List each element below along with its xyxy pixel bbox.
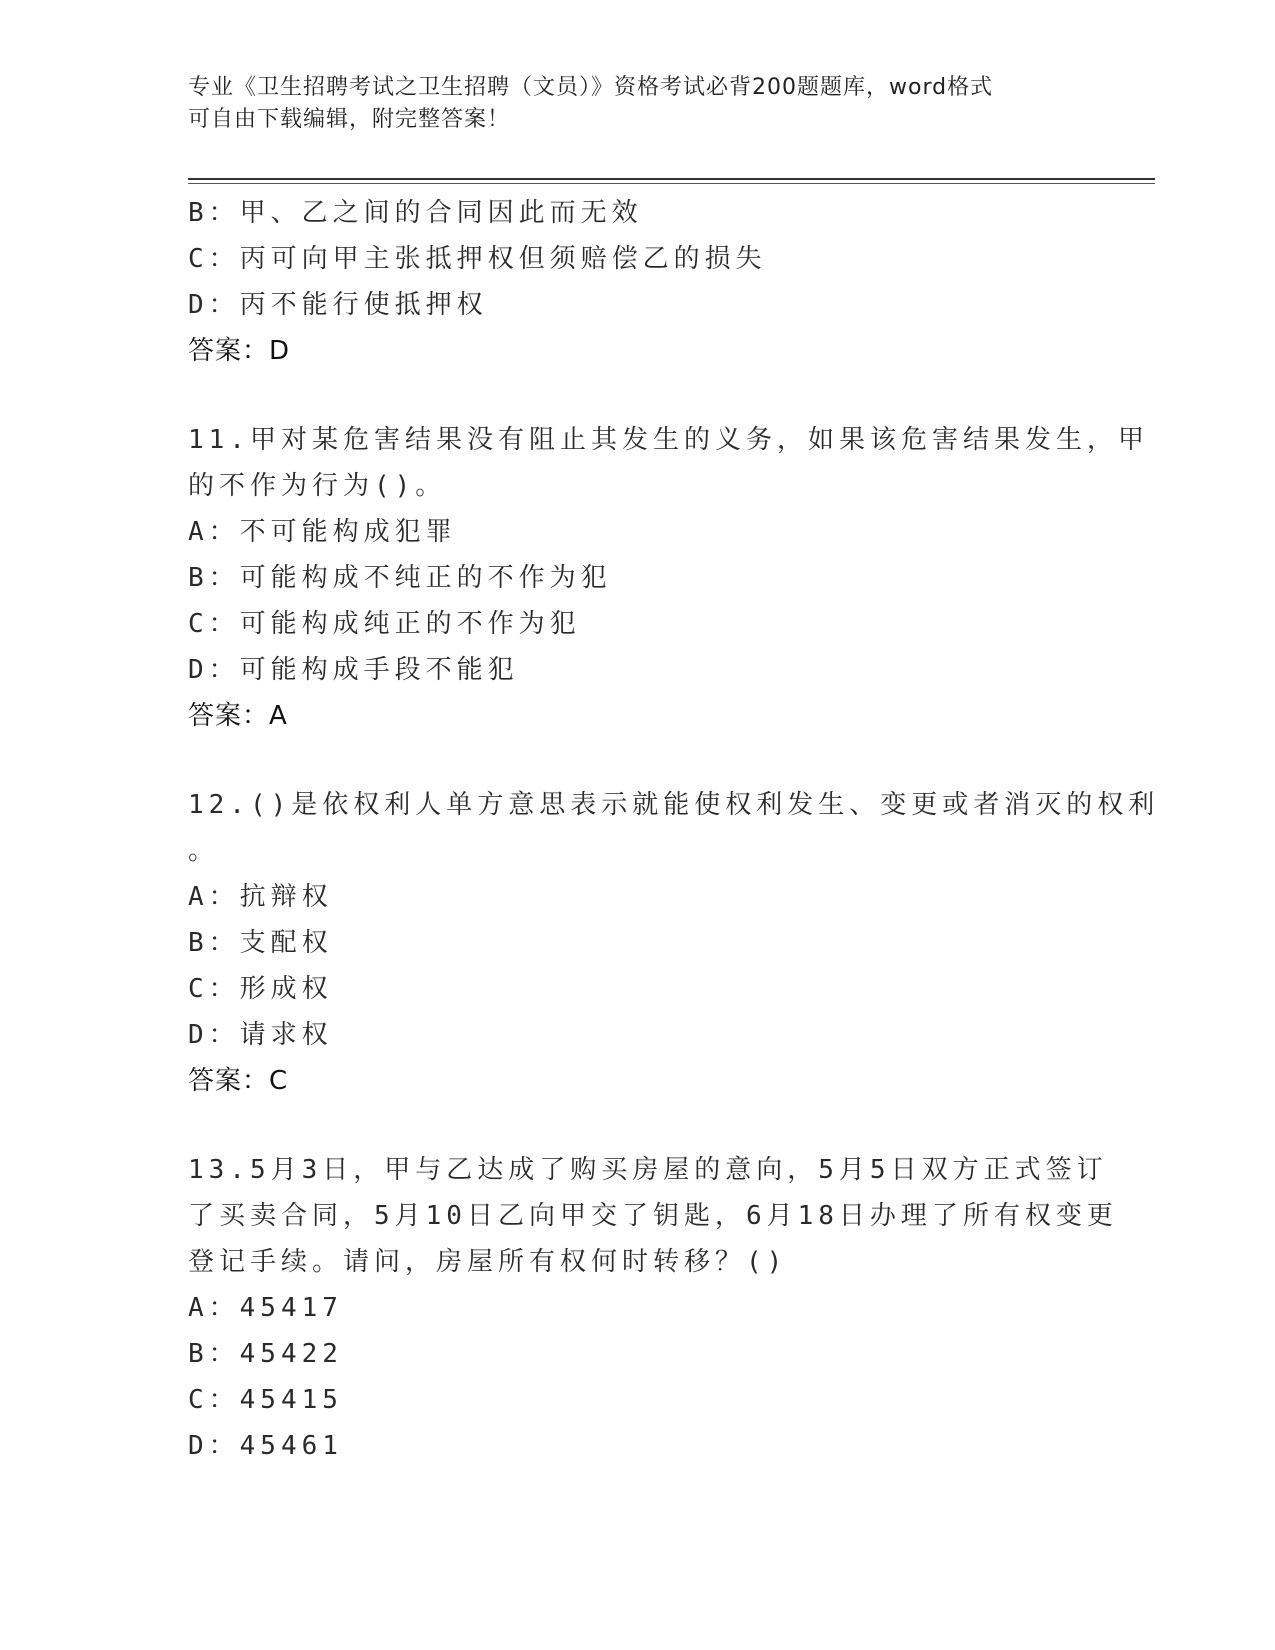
header-line-1: 专业《卫生招聘考试之卫生招聘（文员）》资格考试必背200题题库，word格式 — [188, 75, 994, 100]
question-content — [188, 190, 1160, 1469]
option-b: B：45422 — [188, 1339, 343, 1369]
question-stem: 的不作为行为()。 — [188, 471, 447, 501]
option-b: B：甲、乙之间的合同因此而无效 — [188, 198, 643, 228]
option-c: C：可能构成纯正的不作为犯 — [188, 609, 581, 639]
question-stem: 登记手续。请问，房屋所有权何时转移？() — [188, 1247, 788, 1277]
option-c: C：丙可向甲主张抵押权但须赔偿乙的损失 — [188, 244, 767, 274]
header-rule — [188, 178, 1155, 180]
question-stem: 13.5月3日，甲与乙达成了购买房屋的意向，5月5日双方正式签订 — [188, 1155, 1108, 1185]
question-12 — [188, 782, 1160, 1104]
header-rule-thin — [188, 183, 1155, 184]
option-d: D：可能构成手段不能犯 — [188, 655, 519, 685]
option-b: B：可能构成不纯正的不作为犯 — [188, 563, 612, 593]
option-a: A：不可能构成犯罪 — [188, 517, 457, 547]
answer-line: 答案：D — [188, 336, 291, 366]
answer-line: 答案：A — [188, 701, 288, 731]
question-stem: 。 — [188, 836, 220, 866]
question-13 — [188, 1147, 1118, 1469]
question-stem: 了买卖合同，5月10日乙向甲交了钥匙，6月18日办理了所有权变更 — [188, 1201, 1118, 1231]
option-c: C：形成权 — [188, 974, 333, 1004]
option-d: D：请求权 — [188, 1020, 333, 1050]
question-stem: 12.()是依权利人单方意思表示就能使权利发生、变更或者消灭的权利 — [188, 790, 1160, 820]
document-header — [188, 72, 1068, 136]
question-11 — [188, 417, 1149, 739]
option-a: A：45417 — [188, 1293, 343, 1323]
header-line-2: 可自由下载编辑，附完整答案！ — [188, 107, 511, 132]
option-c: C：45415 — [188, 1385, 343, 1415]
question-stem: 11.甲对某危害结果没有阻止其发生的义务，如果该危害结果发生，甲 — [188, 425, 1149, 455]
option-d: D：45461 — [188, 1431, 343, 1461]
continued-question — [188, 190, 1088, 374]
option-a: A：抗辩权 — [188, 882, 333, 912]
option-d: D：丙不能行使抵押权 — [188, 290, 488, 320]
answer-line: 答案：C — [188, 1066, 289, 1096]
option-b: B：支配权 — [188, 928, 333, 958]
